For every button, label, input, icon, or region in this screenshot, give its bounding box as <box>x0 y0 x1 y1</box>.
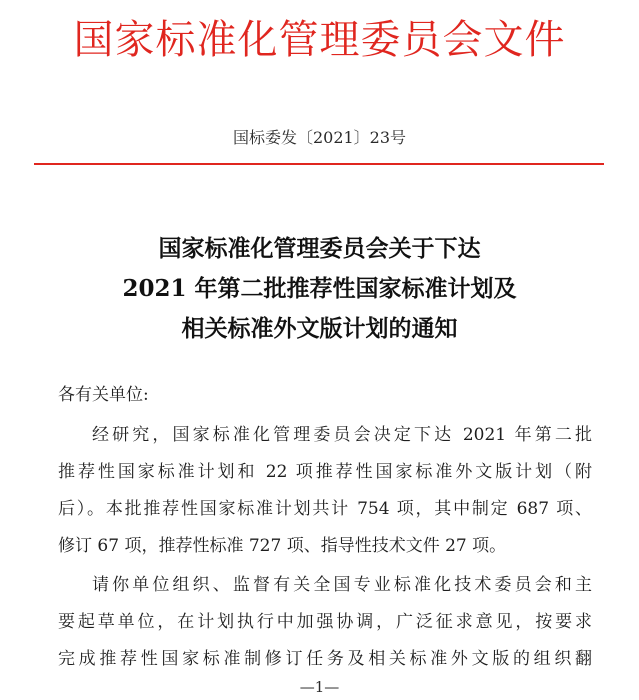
document-number: 国标委发〔2021〕23号 <box>232 128 407 147</box>
paragraph-line: 要起草单位，在计划执行中加强协调，广泛征求意见，按要求 <box>58 612 592 632</box>
paragraph-line: 修订 67 项，推荐性标准 727 项、指导性技术文件 27 项。 <box>58 536 507 556</box>
body-paragraph-2 <box>58 567 592 678</box>
page-number: —1— <box>299 678 340 696</box>
paragraph-line: 经研究，国家标准化管理委员会决定下达 2021 年第二批 <box>92 425 592 445</box>
paragraph-line: 后）。本批推荐性国家标准计划共计 754 项，其中制定 687 项、 <box>58 499 592 519</box>
notice-title <box>0 229 639 349</box>
title-line-1: 国家标准化管理委员会关于下达 <box>158 235 481 262</box>
salutation: 各有关单位: <box>58 385 149 405</box>
title-line-2: 2021 年第二批推荐性国家标准计划及 <box>122 275 517 302</box>
paragraph-line: 完成推荐性国家标准制修订任务及相关标准外文版的组织翻 <box>58 649 592 669</box>
paragraph-line: 请你单位组织、监督有关全国专业标准化技术委员会和主 <box>92 575 592 595</box>
body-paragraph-1 <box>58 417 592 565</box>
red-divider <box>34 163 604 165</box>
paragraph-line: 推荐性国家标准计划和 22 项推荐性国家标准外文版计划（附 <box>58 462 592 482</box>
masthead-title: 国家标准化管理委员会文件 <box>73 17 566 63</box>
title-line-3: 相关标准外文版计划的通知 <box>181 315 458 342</box>
